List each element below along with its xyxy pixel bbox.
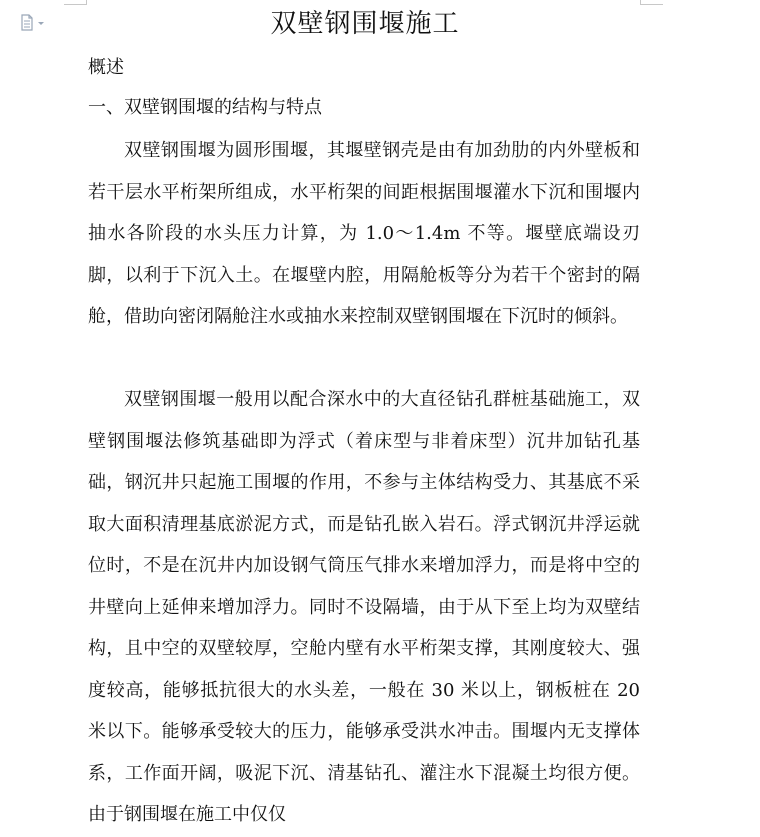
document-title: 双壁钢围堰施工	[270, 9, 460, 39]
paragraph-features: 双壁钢围堰一般用以配合深水中的大直径钻孔群桩基础施工，双壁钢围堰法修筑基础即为浮式（着床型与非着床型）沉井加钻孔基础，钢沉井只起施工围堰的作用，不参与主体结构受力、其基底不采取大面积清理基底淤泥方式，而是钻孔嵌入岩石。浮式钢沉井浮运就位时，不是在沉井内加设钢气筒压气排水来增加浮力，而是将中空的井壁向上延伸来增加浮力。同时不设隔墙，由于从下至上均为双壁结构，且中空的双壁较厚，空舱内壁有水平桁架支撑，其刚度较大、强度较高，能够抵抗很大的水头差，一般在 30 米以上，钢板桩在 20 米以下。能够承受较大的压力，能够承受洪水冲击。围堰内无支撑体系，工作面开阔，吸泥下沉、清基钻孔、灌注水下混凝土均很方便。由于钢围堰在施工中仅仅	[88, 389, 640, 825]
overview-heading: 概述	[88, 57, 124, 78]
paragraph-structure: 双壁钢围堰为圆形围堰，其堰壁钢壳是由有加劲肋的内外壁板和若干层水平桁架所组成，水平桁架的间距根据围堰灌水下沉和围堰内抽水各阶段的水头压力计算，为 1.0～1.4m 不等。堰壁底端设刃脚，以利于下沉入土。在堰壁内腔，用隔舱板等分为若干个密封的隔舱，借助向密闭隔舱注水或抽水来控制双壁钢围堰在下沉时的倾斜。	[88, 140, 640, 327]
section-heading: 一、双壁钢围堰的结构与特点	[88, 97, 322, 118]
